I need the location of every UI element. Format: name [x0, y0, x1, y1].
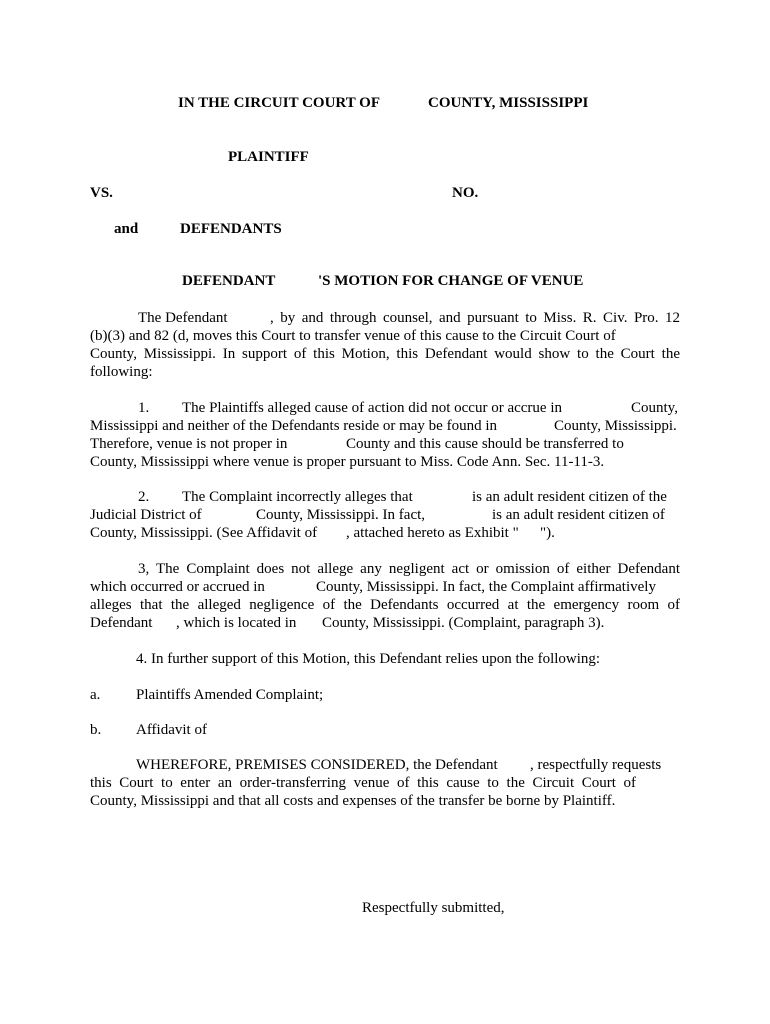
p1-line3-a: Therefore, venue is not proper in	[90, 436, 288, 452]
wherefore-line1-b: , respectfully requests	[530, 757, 662, 773]
p3-line4-c: County, Mississippi. (Complaint, paragraph 3).	[322, 615, 605, 631]
p3-line2-b: County, Mississippi. In fact, the Complaint affirmatively	[316, 579, 656, 595]
p1-line1-a: The Plaintiffs alleged cause of action did not occur or accrue in	[182, 400, 562, 416]
list-item-letter: a.	[90, 687, 101, 703]
court-heading-right: COUNTY, MISSISSIPPI	[428, 95, 589, 111]
p2-line3-b: , attached hereto as Exhibit "	[346, 525, 519, 541]
p2-line1-a: The Complaint incorrectly alleges that	[182, 489, 413, 505]
wherefore-line1-a: WHEREFORE, PREMISES CONSIDERED, the Defendant	[136, 757, 498, 773]
and-label: and	[114, 221, 139, 237]
p1-line4: County, Mississippi where venue is proper pursuant to Miss. Code Ann. Sec. 11-11-3.	[90, 454, 605, 470]
list-item-text: Plaintiffs Amended Complaint;	[136, 687, 324, 703]
p2-line2-c: is an adult resident citizen of	[492, 507, 665, 523]
wherefore-line3: County, Mississippi and that all costs and expenses of the transfer be borne by Plaintiff.	[90, 793, 616, 809]
list-item-letter: b.	[90, 722, 102, 738]
intro-line1-b: , by and through counsel, and pursuant to Miss. R. Civ. Pro. 12	[270, 310, 680, 326]
p2-line3-a: County, Mississippi. (See Affidavit of	[90, 525, 318, 541]
court-heading-left: IN THE CIRCUIT COURT OF	[178, 95, 381, 111]
motion-title-left: DEFENDANT	[182, 273, 276, 289]
p3-line1: 3, The Complaint does not allege any negligent act or omission of either Defendant	[138, 561, 680, 577]
list-item-text: Affidavit of	[136, 722, 207, 738]
case-number-label: NO.	[452, 185, 479, 201]
plaintiff-label: PLAINTIFF	[228, 149, 309, 165]
p1-line3-b: County and this cause should be transferred to	[346, 436, 624, 452]
intro-line3: County, Mississippi. In support of this Motion, this Defendant would show to the Court the	[90, 346, 680, 362]
p3-line2-a: which occurred or accrued in	[90, 579, 265, 595]
p1-number: 1.	[138, 400, 150, 416]
p2-line3-c: ").	[540, 525, 555, 541]
intro-line1-a: The Defendant	[138, 310, 228, 326]
motion-title-right: 'S MOTION FOR CHANGE OF VENUE	[318, 273, 584, 289]
p2-line2-b: County, Mississippi. In fact,	[256, 507, 426, 523]
p2-line2-a: Judicial District of	[90, 507, 202, 523]
intro-line2: (b)(3) and 82 (d, moves this Court to transfer venue of this cause to the Circuit Court of	[90, 328, 616, 344]
wherefore-line2: this Court to enter an order-transferring venue of this cause to the Circuit Court of	[90, 775, 636, 791]
p1-line2-b: County, Mississippi.	[554, 418, 677, 434]
defendants-label: DEFENDANTS	[180, 221, 282, 237]
p1-line1-b: County,	[631, 400, 678, 416]
p3-line4-b: , which is located in	[176, 615, 297, 631]
p3-line3: alleges that the alleged negligence of the Defendants occurred at the emergency room of	[90, 597, 680, 613]
intro-line4: following:	[90, 364, 153, 380]
p4-line1: 4. In further support of this Motion, this Defendant relies upon the following:	[136, 651, 601, 667]
p2-line1-b: is an adult resident citizen of the	[472, 489, 667, 505]
p1-line2-a: Mississippi and neither of the Defendants reside or may be found in	[90, 418, 497, 434]
closing-text: Respectfully submitted,	[362, 900, 505, 916]
p2-number: 2.	[138, 489, 150, 505]
p3-line4-a: Defendant	[90, 615, 153, 631]
vs-label: VS.	[90, 185, 113, 201]
